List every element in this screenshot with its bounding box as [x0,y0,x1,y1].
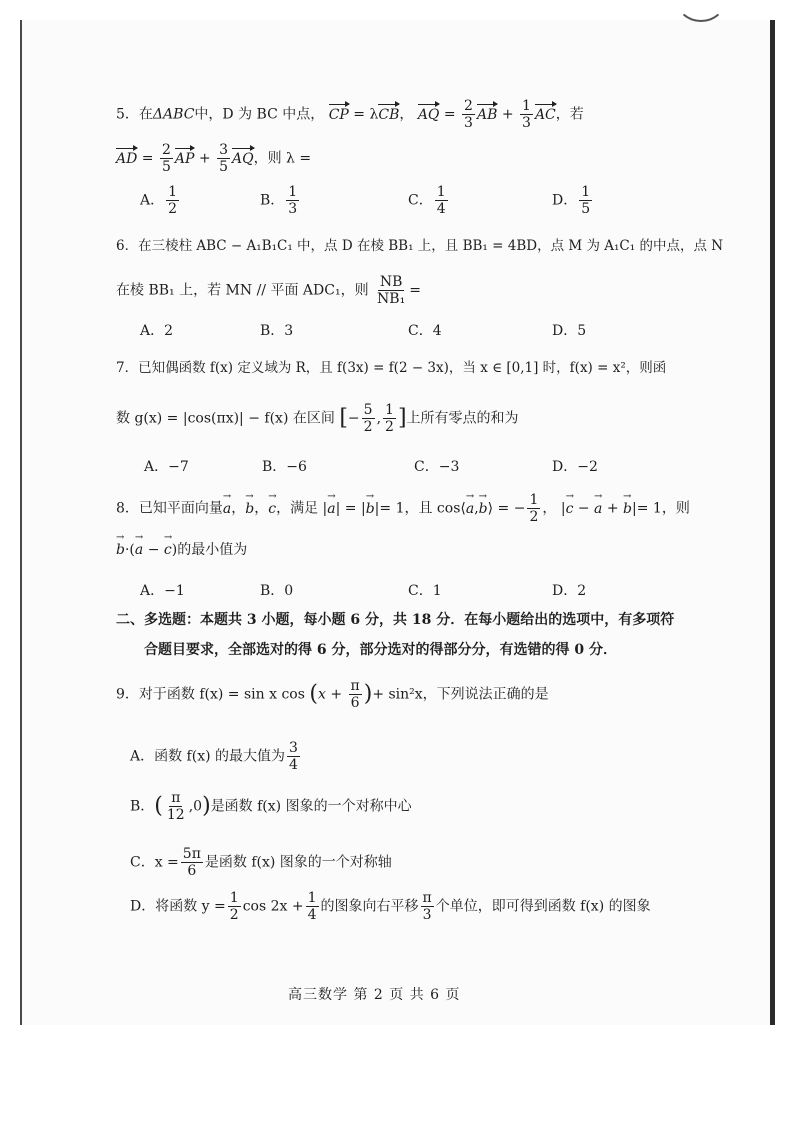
q5-option-C-value: $\frac{1}{4}$ [436,184,446,217]
vec-AC: AC [534,106,556,123]
q9-optA-pre: A．函数 f(x) 的最大值为 [130,748,286,765]
question-7-line1: 7．已知偶函数 f(x) 定义域为 R，且 f(3x) = f(2 − 3x)，当 x ∈ [0,1] 时，f(x) = x²，则函 [116,360,667,376]
q6-option-B: B．3 [260,323,294,339]
vec-AQ2: AQ [232,150,254,167]
q5-option-B-value: $\frac{1}{3}$ [288,184,298,217]
question-7-line2: 数 g(x) = |cos(πx)| − f(x) 在区间 [− $\frac{5}{2}$ , $\frac{1}{2}$ ]上所有零点的和为 [116,402,519,435]
question-6-line2 [116,274,421,307]
q9-optB-zero: ,0 [188,798,203,815]
q9-optC-pre: C．x = [130,854,179,871]
question-5-line2: AD = $\frac{2}{5}$ AP + $\frac{3}{5}$ AQ，则 λ = [116,142,312,175]
q6-line2-pre: 在棱 BB₁ 上，若 MN // 平面 ADC₁，则 [116,282,369,299]
vec-a: a → [223,499,231,519]
question-8-line2: b →·(a → − c →)的最小值为 [116,540,247,560]
bracket-close: ] [397,405,407,431]
vec-a-3: a → [466,499,474,519]
q5-prefix: 5．在 [116,106,153,123]
page-right-edge [770,20,775,1025]
paren-open: ( [309,681,318,707]
q6-option-C: C．4 [408,323,442,339]
vec-AQ: AQ [417,106,440,123]
vec-c-3: c → [164,540,172,560]
question-8-line1: 8．已知平面向量a →，b →，c →，满足 |a →| = |b →|= 1，且 cos⟨a →,b →⟩ = − $\frac{1}{2}$ ， |c → − a → + b →|= 1，则 [116,492,690,525]
q8-option-D: D．2 [552,583,587,599]
q9-optB-post: 是函数 f(x) 图象的一个对称中心 [210,798,412,815]
q9-optB-frac: $\frac{\pi}{12}$ [166,790,185,823]
vec-c-2: c → [566,499,574,519]
frac-1-3: $\frac{1}{3}$ [522,98,531,131]
vec-b-5: b → [116,540,125,560]
q9-stem-post: + sin²x，下列说法正确的是 [372,686,549,703]
page-left-edge [20,20,22,1025]
q8-line1-mid: ，满足 [276,500,319,517]
bracket-open: [ [339,405,348,431]
q9-stem-pre: 9．对于函数 f(x) = sin x cos [116,686,305,703]
q5-line1-rest: 中，D 为 BC 中点， [194,106,325,123]
q9-optD-frac3: $\frac{\pi}{3}$ [422,890,432,923]
paren-open-b: ( [154,793,163,819]
question-9-stem: 9．对于函数 f(x) = sin x cos (x + $\frac{\pi}{6}$ )+ sin²x，下列说法正确的是 [116,678,549,711]
q8-line1-cond: = 1，且 cos⟨ [379,500,466,517]
section-2-heading-line2: 合题目要求，全部选对的得 6 分，部分选对的得部分分，有选错的得 0 分． [144,642,617,658]
paren-close-b: ) [202,793,211,819]
q5-triangle: ΔABC [152,106,195,123]
q9-optC-frac: $\frac{5\pi}{6}$ [182,846,201,879]
frac-2-5: $\frac{2}{5}$ [161,142,171,175]
page-corner-mark [676,0,726,22]
vec-b: b → [245,499,254,519]
q5-then: ，则 λ = [253,150,312,167]
q9-optD-pre: D．将函数 y = [130,898,226,915]
q5-if: ，若 [555,106,584,123]
q9-optD-mid2: 的图象向右平移 [320,898,419,915]
q6-option-D: D．5 [552,323,587,339]
q9-option-D [130,890,651,923]
q7-option-B: B．−6 [262,459,307,475]
q7-option-C: C．−3 [414,459,460,475]
vec-CB: CB [378,106,400,123]
q9-option-B: B．( $\frac{\pi}{12}$ ,0)是函数 f(x) 图象的一个对称中心 [130,790,412,823]
q9-optD-frac1: $\frac{1}{2}$ [229,890,239,923]
vec-b-4: b → [623,499,632,519]
q6-line2-post: = [409,282,421,299]
vec-AP: AP [174,150,195,167]
q9-option-A [130,740,302,773]
q9-optD-post: 个单位，即可得到函数 f(x) 的图象 [435,898,651,915]
q5-option-C-label: C． [408,192,433,209]
section-2-heading-line1: 二、多选题：本题共 3 小题，每小题 6 分，共 18 分．在每小题给出的选项中，有多项符 [116,612,675,628]
q7-option-A: A．−7 [144,459,189,475]
q8-line1-pre: 8．已知平面向量 [116,500,223,517]
q9-optC-post: 是函数 f(x) 图象的一个对称轴 [204,854,392,871]
question-6-line1: 6．在三棱柱 ABC − A₁B₁C₁ 中，点 D 在棱 BB₁ 上，且 BB₁ = 4BD，点 M 为 A₁C₁ 的中点，点 N [116,238,724,254]
q9-optD-mid: cos 2x + [242,898,304,915]
vec-b-3: b → [479,499,488,519]
q9-pi-over-6: $\frac{\pi}{6}$ [350,678,360,711]
vec-a-2: a → [327,499,335,519]
paren-close: ) [363,681,373,707]
q5-option-B-label: B． [260,192,285,209]
q8-option-C: C．1 [408,583,442,599]
frac-3-5: $\frac{3}{5}$ [219,142,228,175]
q5-option-B [260,184,301,217]
q6-option-A: A．2 [140,323,174,339]
q5-option-D-value: $\frac{1}{5}$ [581,184,591,217]
q9-option-C [130,846,392,879]
q6-ratio: $\frac{NB}{\text{NB₁}}$ [377,274,406,307]
q8-half: $\frac{1}{2}$ [529,492,539,525]
q5-option-A [140,184,181,217]
q8-option-B: B．0 [260,583,294,599]
page-footer: 高三数学 第 2 页 共 6 页 [288,987,461,1003]
q8-line2-tail: 的最小值为 [177,542,248,558]
q7-interval-a: $\frac{5}{2}$ [363,402,373,435]
vec-CP: CP [328,106,349,123]
q5-option-C [408,184,450,217]
vec-c: c → [268,499,276,519]
vec-a-4: a → [594,499,602,519]
q7-interval-b: $\frac{1}{2}$ [385,402,394,435]
vec-a-5: a → [135,540,143,560]
frac-2-3: $\frac{2}{3}$ [464,98,473,131]
q8-line1-tail: = 1，则 [636,500,690,517]
q9-optA-frac: $\frac{3}{4}$ [289,740,298,773]
q7-line2-pre: 数 g(x) = |cos(πx)| − f(x) 在区间 [116,410,335,427]
question-5-line1: 5．在ΔABC中，D 为 BC 中点， CP = λCB， AQ = $\frac{2}{3}$ AB + $\frac{1}{3}$ AC，若 [116,98,584,131]
vec-AB: AB [476,106,498,123]
q5-option-D-label: D． [552,192,578,209]
q7-option-D: D．−2 [552,459,598,475]
vec-AD: AD [116,150,138,167]
q9-optD-frac2: $\frac{1}{4}$ [307,890,317,923]
q5-option-A-label: A． [140,192,165,209]
q7-line2-post: 上所有零点的和为 [406,410,519,427]
q5-option-A-value: $\frac{1}{2}$ [168,184,178,217]
q5-option-D [552,184,594,217]
vec-b-2: b → [366,499,375,519]
q8-option-A: A．−1 [140,583,185,599]
